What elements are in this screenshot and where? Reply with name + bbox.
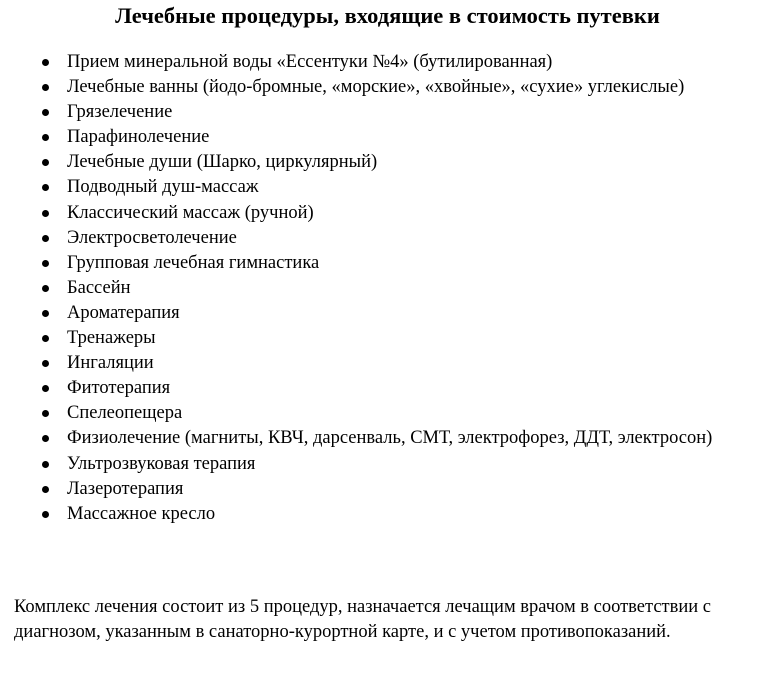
list-item: Электросветолечение	[0, 226, 757, 251]
list-item: Ароматерапия	[0, 301, 757, 326]
bullet-icon	[42, 461, 49, 468]
list-item: Лечебные души (Шарко, циркулярный)	[0, 150, 757, 175]
list-item: Физиолечение (магниты, КВЧ, дарсенваль, СМТ, электрофорез, ДДТ, электросон)	[0, 426, 757, 451]
list-item: Классический массаж (ручной)	[0, 201, 757, 226]
bullet-icon	[42, 385, 49, 392]
list-item: Тренажеры	[0, 326, 757, 351]
bullet-icon	[42, 134, 49, 141]
bullet-icon	[42, 410, 49, 417]
list-item: Фитотерапия	[0, 376, 757, 401]
bullet-icon	[42, 511, 49, 518]
list-item: Парафинолечение	[0, 125, 757, 150]
list-item: Ультрозвуковая терапия	[0, 452, 757, 477]
bullet-icon	[42, 435, 49, 442]
list-item: Лазеротерапия	[0, 477, 757, 502]
list-item: Прием минеральной воды «Ессентуки №4» (бутилированная)	[0, 50, 757, 75]
bullet-icon	[42, 486, 49, 493]
list-item: Грязелечение	[0, 100, 757, 125]
list-item: Подводный душ-массаж	[0, 175, 757, 200]
bullet-icon	[42, 335, 49, 342]
bullet-icon	[42, 235, 49, 242]
list-item: Спелеопещера	[0, 401, 757, 426]
treatment-note: Комплекс лечения состоит из 5 процедур, назначается лечащим врачом в соответствии с диагнозом, указанным в санаторно-курортной карте, и с учетом противопоказаний.	[14, 597, 712, 642]
bullet-icon	[42, 360, 49, 367]
bullet-icon	[42, 184, 49, 191]
list-item: Бассейн	[0, 276, 757, 301]
bullet-icon	[42, 210, 49, 217]
bullet-icon	[42, 159, 49, 166]
list-item: Групповая лечебная гимнастика	[0, 251, 757, 276]
bullet-icon	[42, 285, 49, 292]
bullet-icon	[42, 59, 49, 66]
page-title: Лечебные процедуры, входящие в стоимость путевки	[115, 3, 660, 28]
list-item: Ингаляции	[0, 351, 757, 376]
procedures-list	[0, 50, 757, 527]
bullet-icon	[42, 260, 49, 267]
list-item: Лечебные ванны (йодо-бромные, «морские», «хвойные», «сухие» углекислые)	[0, 75, 757, 100]
bullet-icon	[42, 84, 49, 91]
bullet-icon	[42, 109, 49, 116]
bullet-icon	[42, 310, 49, 317]
list-item: Массажное кресло	[0, 502, 757, 527]
